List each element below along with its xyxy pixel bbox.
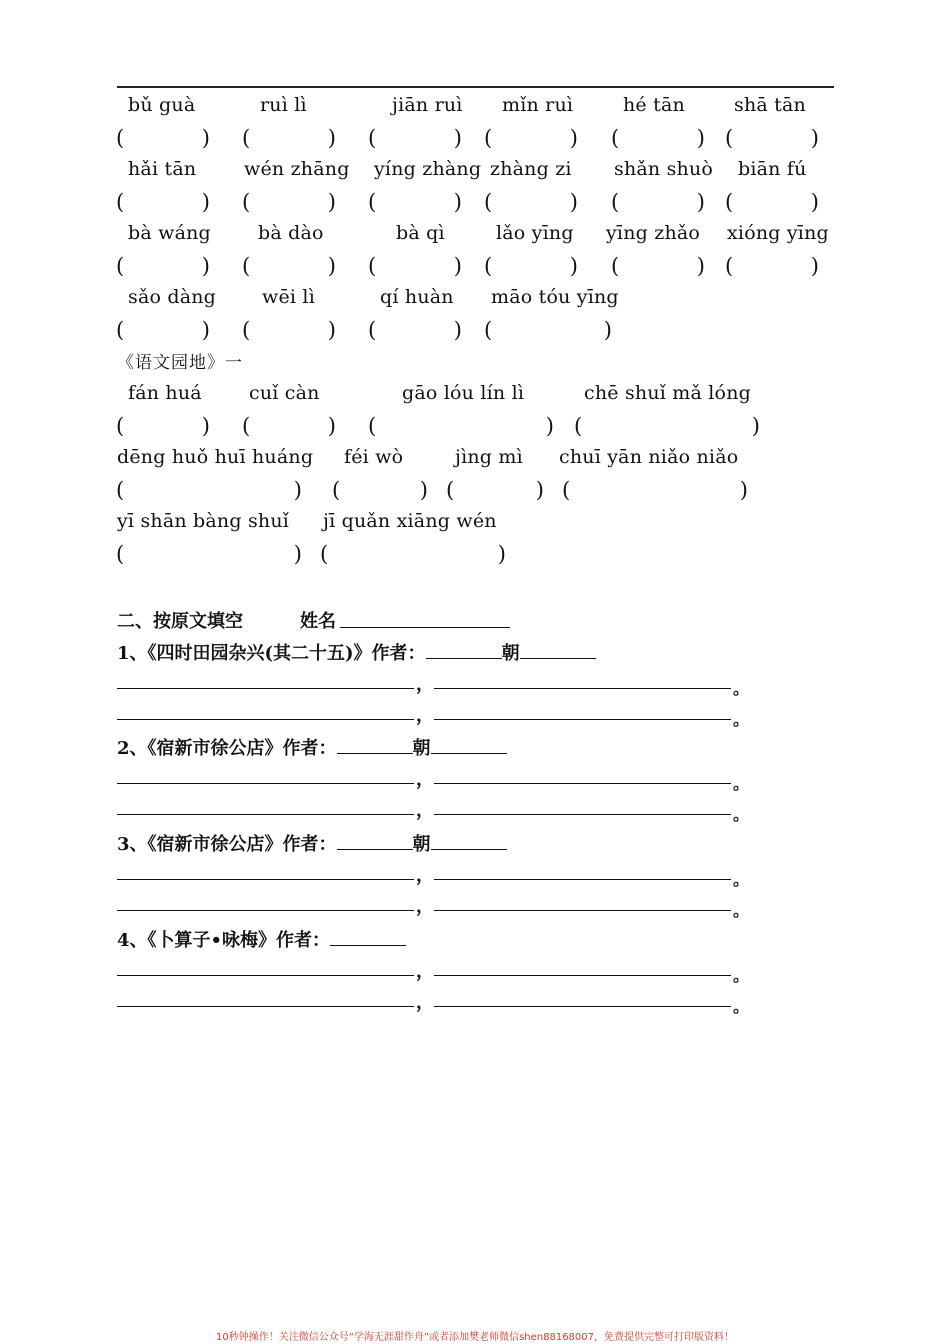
answer-line[interactable] (117, 719, 414, 720)
answer-line-row: ， 。 (0, 961, 950, 981)
pinyin-row (0, 94, 950, 122)
answer-line[interactable] (434, 719, 731, 720)
pinyin-word: bà dào (258, 222, 324, 244)
answer-line[interactable] (434, 879, 731, 880)
answer-row: ( ) ( ) ( ) ( ) ( ) ( ) (116, 254, 819, 278)
pinyin-word: chē shuǐ mǎ lóng (584, 382, 752, 404)
section-label: 《语文园地》一 (117, 353, 243, 373)
answer-line[interactable] (117, 975, 414, 976)
pinyin-word: bà wáng (128, 222, 211, 244)
pinyin-word: māo tóu yīng (491, 286, 619, 308)
pinyin-word: hǎi tān (128, 158, 197, 180)
answer-row: ( ) ( ) (116, 542, 506, 566)
pinyin-word: lǎo yīng (496, 222, 574, 244)
poem-item-title: 1、《四时田园杂兴(其二十五)》作者： 朝 (117, 639, 596, 665)
answer-row: ( ) ( ) ( ) ( ) (116, 318, 612, 342)
author-blank[interactable] (426, 640, 502, 659)
answer-row: ( ) ( ) ( ) ( ) (116, 478, 748, 502)
pinyin-word: dēng huǒ huī huáng (117, 446, 314, 468)
answer-line[interactable] (434, 814, 731, 815)
pinyin-word: mǐn ruì (502, 94, 574, 116)
pinyin-word: shā tān (734, 94, 806, 116)
answer-line-row: ， 。 (0, 992, 950, 1012)
answer-line-row: ， 。 (0, 705, 950, 725)
poem-item-title: 4、《卜算子•咏梅》作者： (117, 926, 406, 952)
pinyin-word: biān fú (738, 158, 807, 180)
pinyin-row (0, 158, 950, 186)
answer-row: ( ) ( ) ( ) ( ) ( ) ( ) (116, 190, 819, 214)
answer-line[interactable] (434, 783, 731, 784)
fill-section-title: 二、按原文填空 (117, 611, 243, 632)
answer-line-row: ， 。 (0, 674, 950, 694)
pinyin-row (0, 222, 950, 250)
answer-line[interactable] (434, 975, 731, 976)
pinyin-word: qí huàn (380, 286, 454, 308)
pinyin-word: yī shān bàng shuǐ (117, 510, 290, 532)
pinyin-word: hé tān (623, 94, 685, 116)
answer-line-row: ， 。 (0, 865, 950, 885)
author-blank[interactable] (337, 735, 413, 754)
answer-line-row: ， 。 (0, 800, 950, 820)
pinyin-word: yíng zhàng (374, 158, 482, 180)
pinyin-row (0, 446, 950, 474)
pinyin-word: jī quǎn xiāng wén (323, 510, 497, 532)
pinyin-word: ruì lì (260, 94, 307, 116)
pinyin-word: wén zhāng (244, 158, 350, 180)
pinyin-word: shǎn shuò (614, 158, 714, 180)
answer-line[interactable] (434, 688, 731, 689)
pinyin-word: jìng mì (455, 446, 523, 468)
footer-notice: 10秒钟操作！关注微信公众号“学海无涯甜作舟”或者添加樊老师微信shen88168007，免费提供完整可打印版资料！ (215, 1332, 735, 1343)
answer-line[interactable] (117, 783, 414, 784)
dynasty-blank[interactable] (431, 735, 507, 754)
pinyin-word: sǎo dàng (128, 286, 217, 308)
dynasty-blank[interactable] (520, 640, 596, 659)
answer-row: ( ) ( ) ( ) ( ) ( ) ( ) (116, 126, 819, 150)
answer-line[interactable] (117, 688, 414, 689)
answer-line[interactable] (117, 1006, 414, 1007)
pinyin-word: wēi lì (262, 286, 315, 308)
pinyin-word: xióng yīng (727, 222, 829, 244)
pinyin-word: zhàng zi (490, 158, 572, 180)
pinyin-word: bǔ guà (128, 94, 196, 116)
dynasty-blank[interactable] (431, 831, 507, 850)
pinyin-word: jiān ruì (392, 94, 463, 116)
poem-item-title: 3、《宿新市徐公店》作者： 朝 (117, 830, 507, 856)
name-label: 姓名 (300, 611, 336, 632)
author-blank[interactable] (337, 831, 413, 850)
poem-item-title: 2、《宿新市徐公店》作者： 朝 (117, 734, 507, 760)
answer-line-row: ， 。 (0, 769, 950, 789)
pinyin-row (0, 382, 950, 410)
pinyin-word: yīng zhǎo (606, 222, 701, 244)
answer-line-row: ， 。 (0, 896, 950, 916)
answer-line[interactable] (117, 814, 414, 815)
pinyin-word: bà qì (396, 222, 445, 244)
answer-line[interactable] (117, 879, 414, 880)
answer-line[interactable] (434, 910, 731, 911)
author-blank[interactable] (330, 927, 406, 946)
pinyin-word: fán huá (128, 382, 202, 404)
answer-line[interactable] (117, 910, 414, 911)
top-rule (117, 86, 834, 88)
pinyin-word: chuī yān niǎo niǎo (559, 446, 739, 468)
answer-line[interactable] (434, 1006, 731, 1007)
pinyin-row (0, 286, 950, 314)
name-input[interactable] (340, 627, 510, 628)
pinyin-word: féi wò (344, 446, 404, 468)
pinyin-word: gāo lóu lín lì (402, 382, 525, 404)
answer-row: ( ) ( ) ( ) ( ) (116, 414, 760, 438)
pinyin-row (0, 510, 950, 538)
pinyin-word: cuǐ càn (249, 382, 320, 404)
